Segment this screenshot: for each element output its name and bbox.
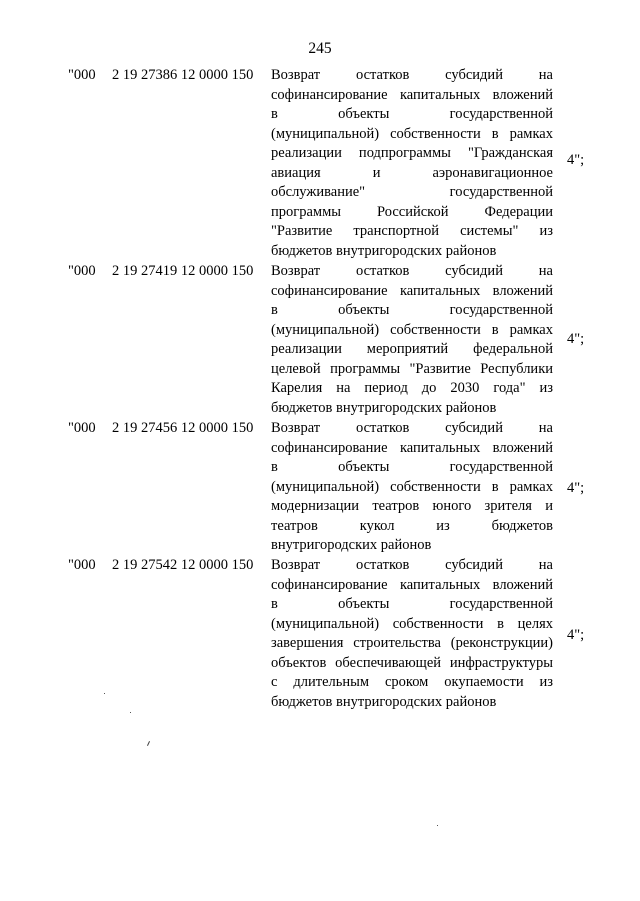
- scan-speck: [104, 693, 105, 694]
- entry-suffix: 4";: [567, 480, 585, 496]
- code-prefix: "000: [68, 420, 96, 436]
- description-line: Карелия на период до 2030 года" из: [271, 380, 553, 396]
- description-line: софинансирование капитальных вложений: [271, 576, 553, 593]
- description-line: модернизации театров юного зрителя и: [271, 498, 553, 514]
- description-line: бюджетов внутригородских районов: [271, 399, 497, 416]
- description-line: (муниципальной) собственности в целях: [271, 615, 553, 632]
- description-line: бюджетов внутригородских районов: [271, 242, 497, 259]
- description-line: программы Российской Федерации: [271, 203, 553, 220]
- entry-description: [271, 419, 553, 556]
- budget-code: [68, 419, 253, 439]
- entry-suffix: 4";: [567, 627, 585, 643]
- description-line: бюджетов внутригородских районов: [271, 693, 497, 710]
- code-number: 2 19 27386 12 0000 150: [112, 67, 254, 83]
- description-line: Возврат остатков субсидий на: [271, 67, 553, 83]
- description-line: театров кукол из бюджетов: [271, 517, 553, 534]
- code-number: 2 19 27456 12 0000 150: [112, 420, 254, 436]
- description-line: Возврат остатков субсидий на: [271, 263, 553, 279]
- description-line: (муниципальной) собственности в рамках: [271, 125, 553, 142]
- description-line: в объекты государственной: [271, 302, 553, 318]
- description-line: Возврат остатков субсидий на: [271, 557, 553, 573]
- code-prefix: "000: [68, 557, 96, 573]
- description-line: реализации подпрограммы "Гражданская: [271, 145, 553, 161]
- code-prefix: "000: [68, 67, 96, 83]
- page-number: 245: [308, 40, 332, 57]
- scan-mark: [147, 741, 150, 746]
- description-line: софинансирование капитальных вложений: [271, 86, 553, 103]
- description-line: софинансирование капитальных вложений: [271, 439, 553, 456]
- budget-code: [68, 556, 253, 576]
- scan-speck: [437, 825, 438, 826]
- code-prefix: "000: [68, 263, 96, 279]
- description-line: объектов обеспечивающей инфраструктуры: [271, 654, 553, 671]
- entry-description: [271, 66, 553, 261]
- description-line: "Развитие транспортной системы" из: [271, 223, 553, 239]
- code-number: 2 19 27542 12 0000 150: [112, 557, 254, 573]
- description-line: в объекты государственной: [271, 106, 553, 122]
- description-line: реализации мероприятий федеральной: [271, 341, 553, 357]
- description-line: в объекты государственной: [271, 596, 553, 612]
- scan-speck: [130, 712, 131, 713]
- description-line: (муниципальной) собственности в рамках: [271, 321, 553, 338]
- code-number: 2 19 27419 12 0000 150: [112, 263, 254, 279]
- description-line: обслуживание" государственной: [271, 184, 553, 200]
- entry-suffix: 4";: [567, 152, 585, 168]
- description-line: завершения строительства (реконструкции): [271, 635, 553, 651]
- entry-suffix: 4";: [567, 331, 585, 347]
- description-line: в объекты государственной: [271, 459, 553, 475]
- description-line: Возврат остатков субсидий на: [271, 420, 553, 436]
- description-line: с длительным сроком окупаемости из: [271, 674, 553, 690]
- description-line: (муниципальной) собственности в рамках: [271, 478, 553, 495]
- budget-code: [68, 262, 253, 282]
- budget-code: [68, 66, 253, 86]
- description-line: авиация и аэронавигационное: [271, 164, 553, 181]
- entry-description: [271, 556, 553, 712]
- description-line: целевой программы "Развитие Республики: [271, 360, 553, 377]
- description-line: внутригородских районов: [271, 537, 432, 553]
- entry-description: [271, 262, 553, 418]
- description-line: софинансирование капитальных вложений: [271, 282, 553, 299]
